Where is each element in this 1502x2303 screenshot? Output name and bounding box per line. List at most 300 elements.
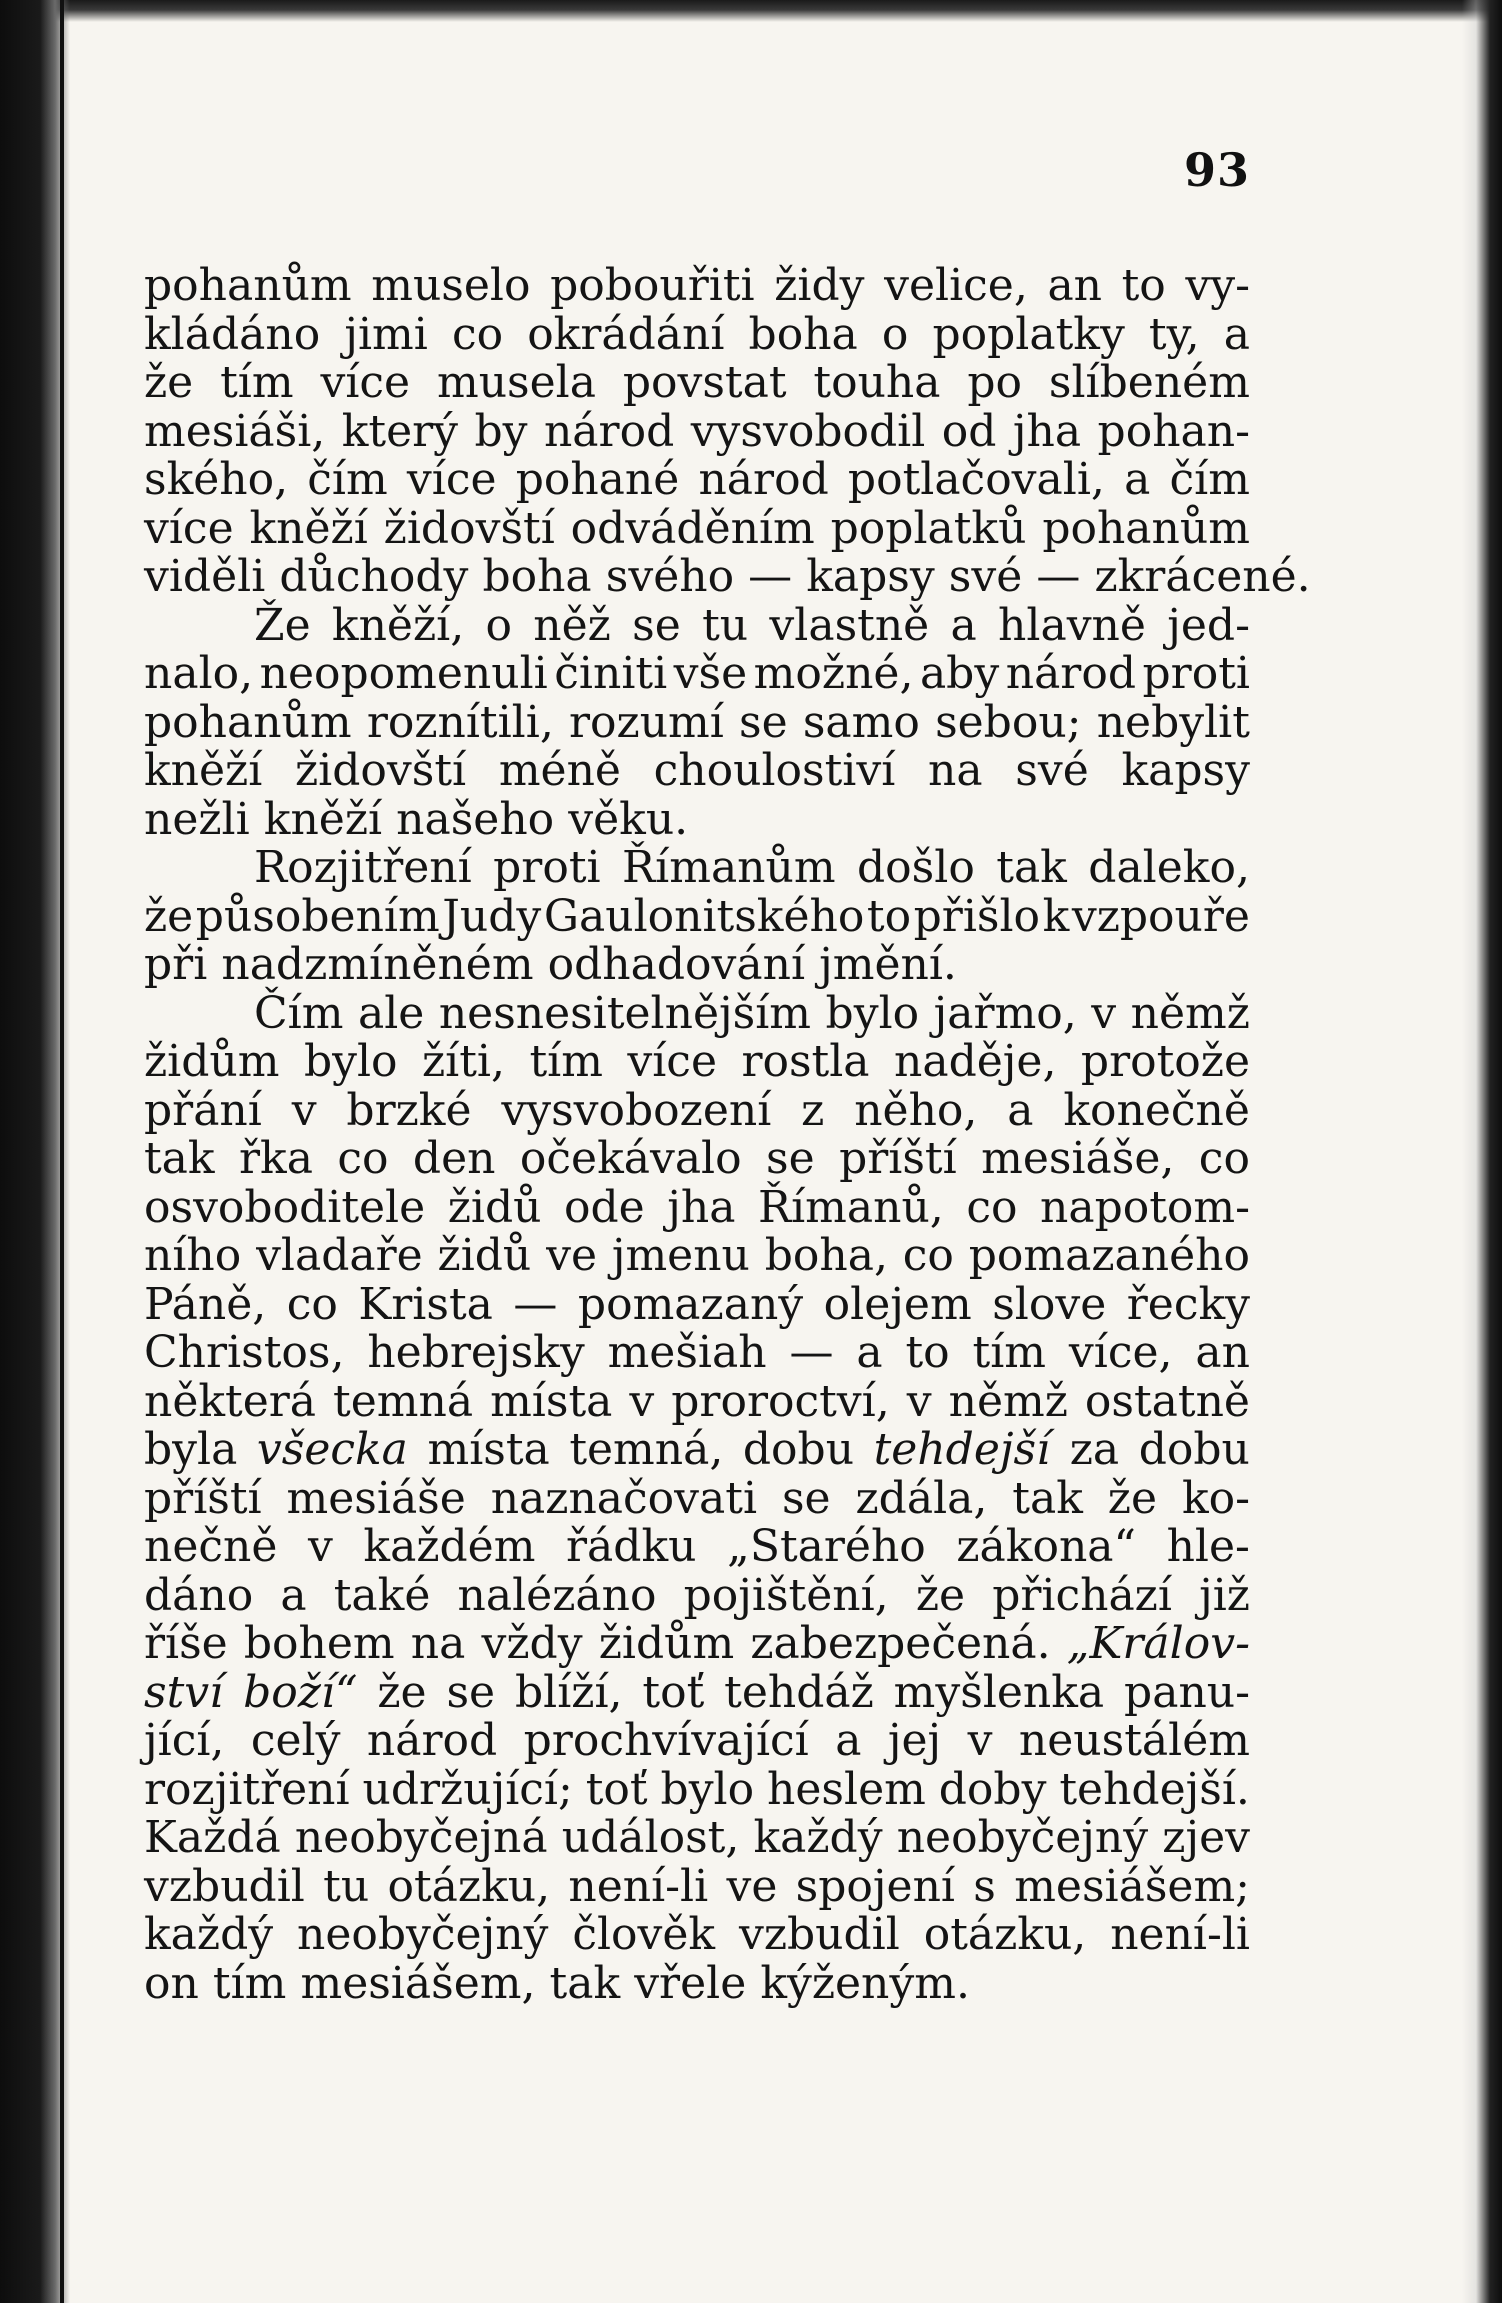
word: —	[789, 1327, 834, 1378]
word: boha	[482, 551, 592, 602]
word: co	[451, 308, 504, 360]
word: ve	[726, 1860, 778, 1912]
word: a	[1124, 454, 1151, 505]
word: tím	[212, 1957, 287, 2009]
text-line	[144, 1523, 1250, 1572]
word: za	[1069, 1424, 1120, 1475]
word: bylo	[825, 987, 920, 1039]
text-line	[144, 1472, 1250, 1524]
word: říše	[144, 1618, 228, 1669]
word: nalo,	[144, 648, 254, 699]
word: olejem	[823, 1278, 972, 1330]
word: Že	[254, 599, 311, 651]
word: národ	[1005, 648, 1136, 699]
text-line	[144, 890, 1250, 942]
word: vždy	[481, 1618, 583, 1669]
word: zjev	[1162, 1812, 1250, 1863]
text-line	[144, 696, 1250, 748]
word: také	[333, 1569, 431, 1621]
word: Gaulonitského	[543, 890, 865, 942]
word: že	[377, 1666, 427, 1718]
word: dobu	[742, 1424, 855, 1475]
word: došlo	[857, 842, 975, 893]
word: každý	[753, 1812, 883, 1863]
word: a	[835, 1715, 862, 1766]
word: choulostiví	[653, 745, 896, 796]
word: o	[881, 308, 909, 360]
word: poplatků	[830, 502, 1027, 554]
text-line	[144, 1666, 1250, 1718]
word: odváděním	[570, 502, 815, 554]
word: očekávalo	[519, 1133, 742, 1184]
word: Judy	[442, 890, 542, 942]
word: v	[291, 1084, 317, 1136]
word: jha	[667, 1181, 736, 1233]
word: rozumí	[569, 696, 724, 748]
word: spojení	[795, 1860, 955, 1912]
word: působením	[195, 890, 440, 942]
word: Rozjitření	[254, 842, 472, 893]
text-line	[144, 1814, 1250, 1863]
word: co	[286, 1278, 338, 1330]
word: že	[915, 1569, 966, 1621]
word: daleko,	[1088, 842, 1250, 893]
word: musela	[436, 357, 596, 408]
word: jmenu	[611, 1230, 750, 1281]
word: Krista	[358, 1278, 493, 1330]
word: mesiáše	[286, 1472, 466, 1524]
word: heslem	[767, 1763, 926, 1815]
word: v	[307, 1521, 333, 1572]
word: protože	[1080, 1036, 1250, 1087]
word: kapsy	[1121, 745, 1250, 796]
word: s	[973, 1860, 996, 1912]
word: tím	[529, 1036, 603, 1087]
word: příští	[839, 1133, 957, 1184]
word: pobouřiti	[550, 260, 755, 311]
text-line	[144, 793, 1250, 845]
word: kněží	[144, 745, 263, 796]
word: židy	[774, 260, 865, 311]
word: pomazaný	[577, 1278, 804, 1330]
word: více	[144, 502, 234, 554]
word: samo	[802, 696, 920, 748]
word: proti	[493, 842, 601, 893]
word: při	[144, 939, 208, 990]
word: o	[485, 599, 512, 651]
word: Páně,	[144, 1278, 267, 1330]
word: pohané	[515, 454, 680, 505]
text-line	[144, 650, 1250, 699]
text-line	[144, 405, 1250, 457]
word: žíti,	[421, 1036, 505, 1087]
word: židů	[447, 1181, 542, 1233]
word: něž	[533, 599, 611, 651]
word: jej	[887, 1715, 942, 1766]
word: důchody	[279, 551, 469, 602]
word: vzbudil	[738, 1909, 900, 1960]
word: více	[406, 454, 497, 505]
word: to	[1121, 260, 1166, 311]
word: neobyčejný	[297, 1909, 549, 1960]
word: „Starého	[727, 1521, 926, 1572]
word: místa	[427, 1424, 550, 1475]
word: sebou;	[935, 696, 1082, 748]
word: židům	[598, 1618, 735, 1669]
word: boha,	[764, 1230, 888, 1281]
word: rozjitření	[144, 1763, 350, 1815]
word: mesiášem;	[1014, 1860, 1250, 1912]
text-line	[144, 1569, 1250, 1621]
word: tehdejší	[873, 1424, 1051, 1475]
word: roznítili,	[366, 696, 554, 748]
word: který	[341, 405, 459, 457]
word: dáno	[144, 1569, 254, 1621]
text-line	[144, 1038, 1250, 1087]
word: událost,	[561, 1812, 740, 1863]
word: tu	[702, 599, 749, 651]
word: temná	[333, 1375, 474, 1427]
word: toť	[585, 1763, 648, 1815]
word: že	[1107, 1472, 1158, 1524]
word: vzbudil	[144, 1860, 305, 1912]
word: z	[801, 1084, 825, 1136]
word: „Králov-	[1066, 1618, 1250, 1669]
word: naznačovati	[490, 1472, 758, 1524]
text-line	[144, 502, 1250, 554]
word: mesiáše,	[981, 1133, 1175, 1184]
word: vladaře	[256, 1230, 423, 1281]
word: pohanům	[144, 696, 352, 748]
word: otázku,	[923, 1909, 1087, 1960]
text-line	[144, 1232, 1250, 1281]
word: národ	[543, 405, 675, 457]
word: temná,	[569, 1424, 724, 1475]
word: napotom-	[1040, 1181, 1250, 1233]
word: ského,	[144, 454, 289, 505]
word: každý	[144, 1909, 274, 1960]
text-line	[144, 941, 1250, 990]
word: doby	[938, 1763, 1047, 1815]
word: tím	[972, 1327, 1047, 1378]
word: a	[280, 1569, 307, 1621]
word: se	[446, 1666, 496, 1718]
word: povstat	[622, 357, 787, 408]
word: co	[902, 1230, 954, 1281]
word: řecky	[1126, 1278, 1250, 1330]
body-text	[144, 260, 1311, 2009]
word: ko-	[1181, 1472, 1250, 1524]
word: bylo	[303, 1036, 398, 1087]
word: zdála,	[855, 1472, 988, 1524]
text-line	[144, 1911, 1250, 1960]
word: hebrejsky	[367, 1327, 585, 1378]
word: židovští	[383, 502, 555, 554]
word: tak	[996, 842, 1067, 893]
word: nalézáno	[457, 1569, 657, 1621]
word: přání	[144, 1084, 262, 1136]
binding-line	[60, 0, 64, 2303]
text-line	[144, 1181, 1250, 1233]
word: věku.	[568, 793, 689, 845]
word: potlačovali,	[847, 454, 1105, 505]
word: kněží	[263, 793, 383, 845]
word: něho,	[854, 1084, 978, 1136]
word: němž	[1130, 987, 1250, 1039]
word: a	[1223, 308, 1250, 360]
text-line	[144, 262, 1250, 311]
word: —	[748, 551, 793, 602]
word: od	[941, 405, 997, 457]
word: neobyčejný	[896, 1812, 1149, 1863]
word: se	[739, 696, 788, 748]
text-line	[144, 1135, 1250, 1184]
word: tím	[220, 357, 294, 408]
word: slíbeném	[1048, 357, 1250, 408]
word: zabezpečená.	[750, 1618, 1051, 1669]
word: jed-	[1167, 599, 1250, 651]
word: proti	[1142, 648, 1250, 699]
word: našeho	[396, 793, 555, 845]
word: boha	[748, 308, 858, 360]
word: hlavně	[998, 599, 1146, 651]
text-line	[144, 1426, 1250, 1475]
word: více	[320, 357, 411, 408]
word: čím	[307, 454, 388, 505]
word: řádku	[566, 1521, 697, 1572]
word: —	[513, 1278, 558, 1330]
word: ostatně	[1084, 1375, 1250, 1427]
word: proroctví,	[671, 1375, 890, 1427]
page-number: 93	[1183, 143, 1250, 197]
word: Čím	[254, 987, 344, 1039]
word: svého	[605, 551, 735, 602]
word: se	[781, 1472, 831, 1524]
word: své	[1015, 745, 1089, 796]
word: mesiášem,	[300, 1957, 536, 2009]
word: tu	[323, 1860, 370, 1912]
word: vzpouře	[1071, 890, 1250, 942]
word: nadzmíněném	[221, 939, 534, 990]
text-line	[144, 1084, 1250, 1136]
word: velice,	[884, 260, 1028, 311]
text-line	[144, 1375, 1250, 1427]
text-line	[144, 1329, 1250, 1378]
word: všecka	[256, 1424, 408, 1475]
word: an	[1047, 260, 1103, 311]
word: židům	[144, 1036, 280, 1087]
word: hle-	[1166, 1521, 1250, 1572]
word: a	[950, 599, 977, 651]
word: židů	[437, 1230, 532, 1281]
word: nebylit	[1096, 696, 1250, 748]
text-line	[144, 599, 1250, 651]
word: židovští	[295, 745, 467, 796]
word: zákona“	[956, 1521, 1137, 1572]
text-line	[144, 1620, 1250, 1669]
word: že	[144, 357, 194, 408]
word: prochvívající	[523, 1715, 809, 1766]
word: mesiáši,	[144, 405, 326, 457]
word: příští	[144, 1472, 262, 1524]
word: kládáno	[144, 308, 321, 360]
word: jimi	[344, 308, 428, 360]
word: národ	[698, 454, 829, 505]
word: pohanům	[1042, 502, 1250, 554]
text-line	[144, 844, 1250, 893]
word: nečně	[144, 1521, 278, 1572]
text-line	[144, 747, 1250, 796]
text-line	[144, 987, 1250, 1039]
word: rostla	[741, 1036, 870, 1087]
word: místa	[490, 1375, 613, 1427]
word: již	[1199, 1569, 1250, 1621]
word: k	[1042, 890, 1070, 942]
word: vlastně	[769, 599, 930, 651]
word: každém	[363, 1521, 536, 1572]
word: panu-	[1124, 1666, 1250, 1718]
word: kapsy	[806, 551, 935, 602]
word: celý	[250, 1715, 341, 1766]
word: to	[905, 1327, 950, 1378]
word: co	[337, 1133, 389, 1184]
word: an	[1195, 1327, 1250, 1378]
text-line	[144, 308, 1250, 360]
word: po	[967, 357, 1023, 408]
word: —	[1036, 551, 1081, 602]
word: by	[474, 405, 528, 457]
text-line	[144, 1763, 1250, 1815]
word: den	[412, 1133, 496, 1184]
word: poplatky	[932, 308, 1125, 360]
word: se	[766, 1133, 815, 1184]
word: pohan-	[1097, 405, 1250, 457]
word: odhadování	[547, 939, 806, 990]
scan-edge-right	[1462, 0, 1502, 2303]
word: osvoboditele	[144, 1181, 426, 1233]
word: ale	[357, 987, 425, 1039]
word: ního	[144, 1230, 242, 1281]
word: méně	[498, 745, 621, 796]
word: své	[948, 551, 1023, 602]
word: některá	[144, 1375, 317, 1427]
word: v	[629, 1375, 655, 1427]
word: tak	[1012, 1472, 1083, 1524]
word: na	[410, 1618, 466, 1669]
word: byla	[144, 1424, 238, 1475]
word: ode	[563, 1181, 645, 1233]
word: kněží	[249, 502, 368, 554]
word: okrádání	[527, 308, 725, 360]
word: národ	[366, 1715, 498, 1766]
word: neustálém	[1018, 1715, 1250, 1766]
word: přichází	[992, 1569, 1172, 1621]
word: co	[1198, 1133, 1250, 1184]
word: bylo	[660, 1763, 755, 1815]
word: v	[906, 1375, 932, 1427]
word: brzké	[346, 1084, 472, 1136]
word: tehdáž	[724, 1666, 874, 1718]
word: kýženým.	[760, 1957, 970, 2009]
word: naděje,	[894, 1036, 1057, 1087]
text-line	[144, 359, 1250, 408]
word: Každá	[144, 1812, 281, 1863]
word: jha	[1012, 405, 1082, 457]
word: není-li	[568, 1860, 709, 1912]
text-line	[144, 1957, 1250, 2009]
word: pohanům	[144, 260, 352, 311]
word: na	[928, 745, 983, 796]
word: řka	[239, 1133, 313, 1184]
word: ve	[546, 1230, 597, 1281]
word: udržující;	[362, 1763, 573, 1815]
word: čím	[1169, 454, 1250, 505]
word: v	[1091, 987, 1117, 1039]
text-line	[144, 1717, 1250, 1766]
word: vy-	[1185, 260, 1250, 311]
word: němž	[948, 1375, 1068, 1427]
word: co	[966, 1181, 1018, 1233]
word: pomazaného	[968, 1230, 1250, 1281]
word: muselo	[371, 260, 531, 311]
word: jící,	[144, 1715, 225, 1766]
word: možné,	[753, 648, 914, 699]
word: a	[1007, 1084, 1034, 1136]
word: myšlenka	[893, 1666, 1105, 1718]
word: mešiah	[607, 1327, 767, 1378]
scan-edge-top	[0, 0, 1502, 22]
word: vysvobození	[501, 1084, 772, 1136]
word: nežli	[144, 793, 250, 845]
word: vřele	[634, 1957, 747, 2009]
word: ty,	[1148, 308, 1200, 360]
word: tak	[549, 1957, 621, 2009]
word: vše	[673, 648, 748, 699]
word: tehdejší.	[1059, 1763, 1250, 1815]
word: není-li	[1110, 1909, 1250, 1960]
word: nesnesitelnějším	[438, 987, 812, 1039]
word: Římanům	[622, 842, 836, 893]
word: otázku,	[387, 1860, 551, 1912]
word: Římanů,	[757, 1181, 944, 1233]
word: ství	[144, 1666, 224, 1718]
word: bohem	[243, 1618, 395, 1669]
word: slove	[992, 1278, 1107, 1330]
word: vysvobodil	[690, 405, 926, 457]
word: neopomenuli	[259, 648, 548, 699]
word: boží“	[243, 1666, 358, 1718]
word: tak	[144, 1133, 215, 1184]
word: to	[866, 890, 912, 942]
word: a	[856, 1327, 883, 1378]
word: blíží,	[514, 1666, 623, 1718]
text-line	[144, 1860, 1250, 1912]
word: neobyčejná	[294, 1812, 548, 1863]
word: dobu	[1138, 1424, 1250, 1475]
word: viděli	[144, 551, 266, 602]
word: toť	[642, 1666, 705, 1718]
word: touha	[813, 357, 941, 408]
text-line	[144, 1278, 1250, 1330]
word: přišlo	[913, 890, 1041, 942]
text-line	[144, 551, 1311, 602]
word: více	[627, 1036, 717, 1087]
word: konečně	[1063, 1084, 1250, 1136]
word: že	[144, 890, 194, 942]
word: kněží,	[331, 599, 465, 651]
word: se	[632, 599, 681, 651]
word: zkrácené.	[1094, 551, 1311, 602]
